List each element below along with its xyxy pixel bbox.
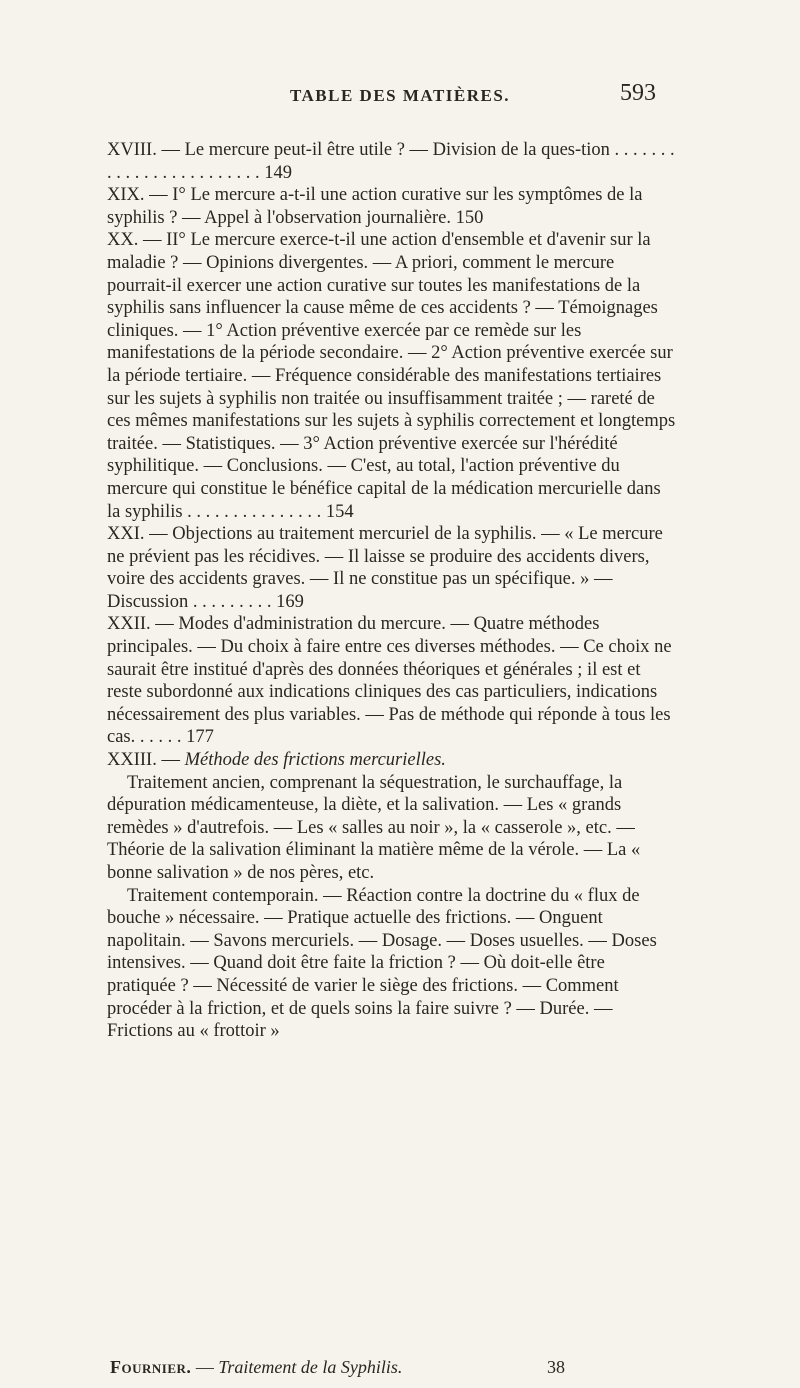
toc-entry-xxi: XXI. — Objections au traitement mercuriel de la syphilis. — « Le mercure ne prévient pas les récidives. — Il laisse se produire des accidents divers, voire des accidents graves. — Il ne constitue pas un spécifique. » — Discussion . . . . . . . . . 169 <box>107 524 663 612</box>
footer-separator: — <box>195 1357 214 1377</box>
running-head: TABLE DES MATIÈRES. <box>289 86 511 105</box>
section-number: XXIII. — <box>107 750 180 771</box>
footer-citation <box>110 1357 402 1378</box>
toc-entry-xxiii-heading <box>107 749 677 772</box>
section-paragraph-contemporain: Traitement contemporain. — Réaction contre la doctrine du « flux de bouche » nécessaire. — Pratique actuelle des frictions. — Onguent napolitain. — Savons mercuriels. — Dosage. — Doses usuelles. — Doses intensives. — Quand doit être faite la friction ? — Où doit-elle être pratiquée ? — Nécessité de varier le siège des frictions. — Comment procéder à la friction, et de quels soins la faire suivre ? — Durée. — Frictions au « frottoir » <box>107 885 657 1042</box>
toc-entry-xxii: XXII. — Modes d'administration du mercure. — Quatre méthodes principales. — Du choix à faire entre ces diverses méthodes. — Ce choix ne saurait être institué d'après des données théoriques et générales ; il est et reste subordonné aux indications cliniques des cas particuliers, indications nécessairement des plus variables. — Pas de méthode qui réponde à tous les cas. . . . . . 177 <box>107 614 672 748</box>
footer-title: Traitement de la Syphilis. <box>218 1357 403 1377</box>
table-of-contents <box>107 139 677 1043</box>
toc-entry-xix: XIX. — I° Le mercure a-t-il une action curative sur les symptômes de la syphilis ? — Appel à l'observation journalière. 150 <box>107 185 643 228</box>
section-paragraph-ancien: Traitement ancien, comprenant la séquestration, le surchauffage, la dépuration médicamenteuse, la diète, et la salivation. — Les « grands remèdes » d'autrefois. — Les « salles au noir », la « casserole », etc. — Théorie de la salivation éliminant la matière même de la vérole. — La « bonne salivation » de nos pères, etc. <box>107 772 641 883</box>
footer-author: Fournier. <box>110 1357 192 1377</box>
footer-signature: 38 <box>547 1357 565 1377</box>
page-footer <box>110 1357 565 1378</box>
toc-entry-xx: XX. — II° Le mercure exerce-t-il une action d'ensemble et d'avenir sur la maladie ? — Opinions divergentes. — A priori, comment le mercure pourrait-il exercer une action curative sur toutes les manifestations de la syphilis sans influencer la cause même de ces accidents ? — Témoignages cliniques. — 1° Action préventive exercée par ce remède sur les manifestations de la période secondaire. — 2° Action préventive exercée sur la période tertiaire. — Fréquence considérable des manifestations tertiaires sur les sujets à syphilis non traitée ou insuffisamment traitée ; — rareté de ces mêmes manifestations sur les sujets à syphilis correctement et longtemps traitée. — Statistiques. — 3° Action préventive exercée sur l'hérédité syphilitique. — Conclusions. — C'est, au total, l'action préventive du mercure qui constitue le bénéfice capital de la médication mercurielle dans la syphilis . . . . . . . . . . . . . . . 154 <box>107 230 676 522</box>
page-number: 593 <box>620 80 656 106</box>
section-title: Méthode des frictions mercurielles. <box>184 750 446 771</box>
toc-entry-xviii: XVIII. — Le mercure peut-il être utile ? — Division de la ques-tion . . . . . . . . . . . . . . . . . . . . . . . . 149 <box>107 140 675 183</box>
